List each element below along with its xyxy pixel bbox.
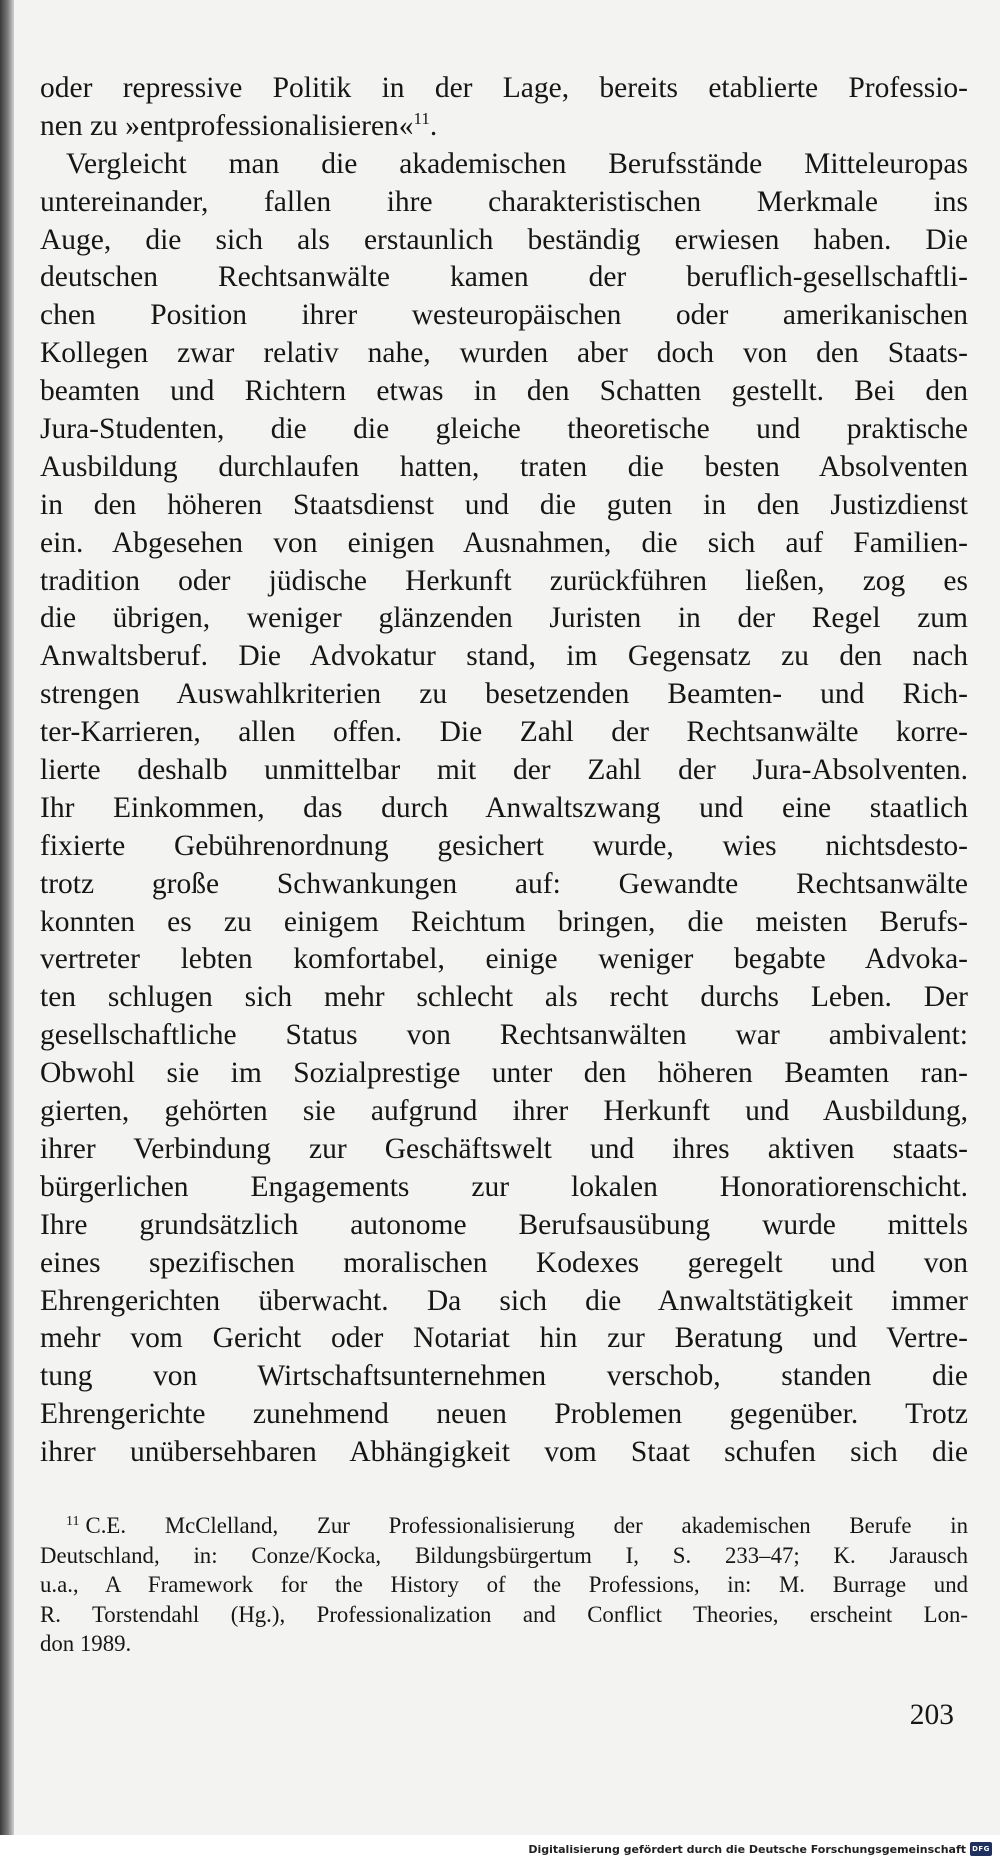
- footer-credit: [528, 1842, 992, 1856]
- body-line: gesellschaftliche Status von Rechtsanwälten war ambivalent:: [40, 1019, 968, 1052]
- body-line: bürgerlichen Engagements zur lokalen Honoratiorenschicht.: [40, 1170, 968, 1203]
- body-line: Ihr Einkommen, das durch Anwaltszwang und eine staatlich: [40, 791, 968, 824]
- body-line: [40, 108, 968, 146]
- body-line: ihrer unübersehbaren Abhängigkeit vom Staat schufen sich die: [40, 1436, 968, 1469]
- footnote-line: Deutschland, in: Conze/Kocka, Bildungsbürgertum I, S. 233–47; K. Jarausch: [40, 1542, 968, 1568]
- body-line: deutschen Rechtsanwälte kamen der beruflich-gesellschaftli-: [40, 261, 968, 294]
- footnote-number: 11: [66, 1514, 80, 1529]
- footnote-line: [40, 1511, 968, 1541]
- body-line: oder repressive Politik in der Lage, bereits etablierte Professio-: [40, 72, 968, 104]
- body-text: [40, 70, 968, 1472]
- body-line: vertreter lebten komfortabel, einige weniger begabte Advoka-: [40, 943, 968, 976]
- body-line: untereinander, fallen ihre charakteristischen Merkmale ins: [40, 185, 968, 218]
- body-line: ter-Karrieren, allen offen. Die Zahl der Rechtsanwälte korre-: [40, 716, 968, 749]
- body-line: in den höheren Staatsdienst und die guten in den Justizdienst: [40, 488, 968, 521]
- body-line: fixierte Gebührenordnung gesichert wurde, wies nichtsdesto-: [40, 829, 968, 862]
- body-line: tradition oder jüdische Herkunft zurückführen ließen, zog es: [40, 564, 968, 597]
- page-number: 203: [909, 1699, 954, 1731]
- footnote-line: don 1989.: [40, 1631, 132, 1656]
- body-line: chen Position ihrer westeuropäischen oder amerikanischen: [40, 299, 968, 332]
- footer-credit-text: Digitalisierung gefördert durch die Deutsche Forschungsgemeinschaft: [528, 1842, 966, 1856]
- body-line: eines spezifischen moralischen Kodexes geregelt und von: [40, 1246, 968, 1279]
- footnote-line: R. Torstendahl (Hg.), Professionalization and Conflict Theories, erscheint Lon-: [40, 1601, 968, 1627]
- body-line: Anwaltsberuf. Die Advokatur stand, im Gegensatz zu den nach: [40, 640, 968, 673]
- body-line: Ehrengerichte zunehmend neuen Problemen gegenüber. Trotz: [40, 1398, 968, 1431]
- book-spine-shadow: [0, 0, 14, 1866]
- dfg-logo-icon: DFG: [970, 1842, 992, 1856]
- footnote-line: u.a., A Framework for the History of the Professions, in: M. Burrage und: [40, 1572, 968, 1597]
- body-line: Obwohl sie im Sozialprestige unter den höheren Beamten ran-: [40, 1057, 968, 1090]
- body-line: ten schlugen sich mehr schlecht als recht durchs Leben. Der: [40, 981, 968, 1014]
- body-line-text: nen zu »entprofessionalisieren«: [40, 109, 414, 142]
- body-line: trotz große Schwankungen auf: Gewandte Rechtsanwälte: [40, 867, 968, 900]
- paragraph-start-line: Vergleicht man die akademischen Berufsstände Mitteleuropas: [66, 147, 968, 180]
- body-line: Kollegen zwar relativ nahe, wurden aber doch von den Staats-: [40, 337, 968, 370]
- body-line: konnten es zu einigem Reichtum bringen, die meisten Berufs-: [40, 905, 968, 938]
- footnote-reference[interactable]: 11: [413, 108, 430, 128]
- body-line: die übrigen, weniger glänzenden Juristen in der Regel zum: [40, 602, 968, 635]
- body-line: gierten, gehörten sie aufgrund ihrer Herkunft und Ausbildung,: [40, 1095, 968, 1128]
- body-line-period: .: [429, 109, 438, 142]
- body-line: strengen Auswahlkriterien zu besetzenden Beamten- und Rich-: [40, 678, 968, 711]
- body-line: Jura-Studenten, die die gleiche theoretische und praktische: [40, 413, 968, 446]
- body-line: Ihre grundsätzlich autonome Berufsausübung wurde mittels: [40, 1208, 968, 1241]
- body-line: Ausbildung durchlaufen hatten, traten die besten Absolventen: [40, 450, 968, 483]
- footnote-section: [40, 1511, 968, 1659]
- body-line: Auge, die sich als erstaunlich beständig erwiesen haben. Die: [40, 223, 968, 256]
- body-line: beamten und Richtern etwas in den Schatten gestellt. Bei den: [40, 375, 968, 408]
- book-page: [14, 0, 1000, 1835]
- body-line: Ehrengerichten überwacht. Da sich die Anwaltstätigkeit immer: [40, 1284, 968, 1317]
- body-line: tung von Wirtschaftsunternehmen verschob, standen die: [40, 1360, 968, 1393]
- footnote-line-text: C.E. McClelland, Zur Professionalisierung der akademischen Berufe in: [85, 1513, 968, 1538]
- body-line: ihrer Verbindung zur Geschäftswelt und ihres aktiven staats-: [40, 1132, 968, 1165]
- body-line: lierte deshalb unmittelbar mit der Zahl der Jura-Absolventen.: [40, 754, 968, 787]
- body-line: ein. Abgesehen von einigen Ausnahmen, die sich auf Familien-: [40, 526, 968, 559]
- body-line: mehr vom Gericht oder Notariat hin zur Beratung und Vertre-: [40, 1322, 968, 1355]
- digitization-footer: [0, 1835, 1000, 1866]
